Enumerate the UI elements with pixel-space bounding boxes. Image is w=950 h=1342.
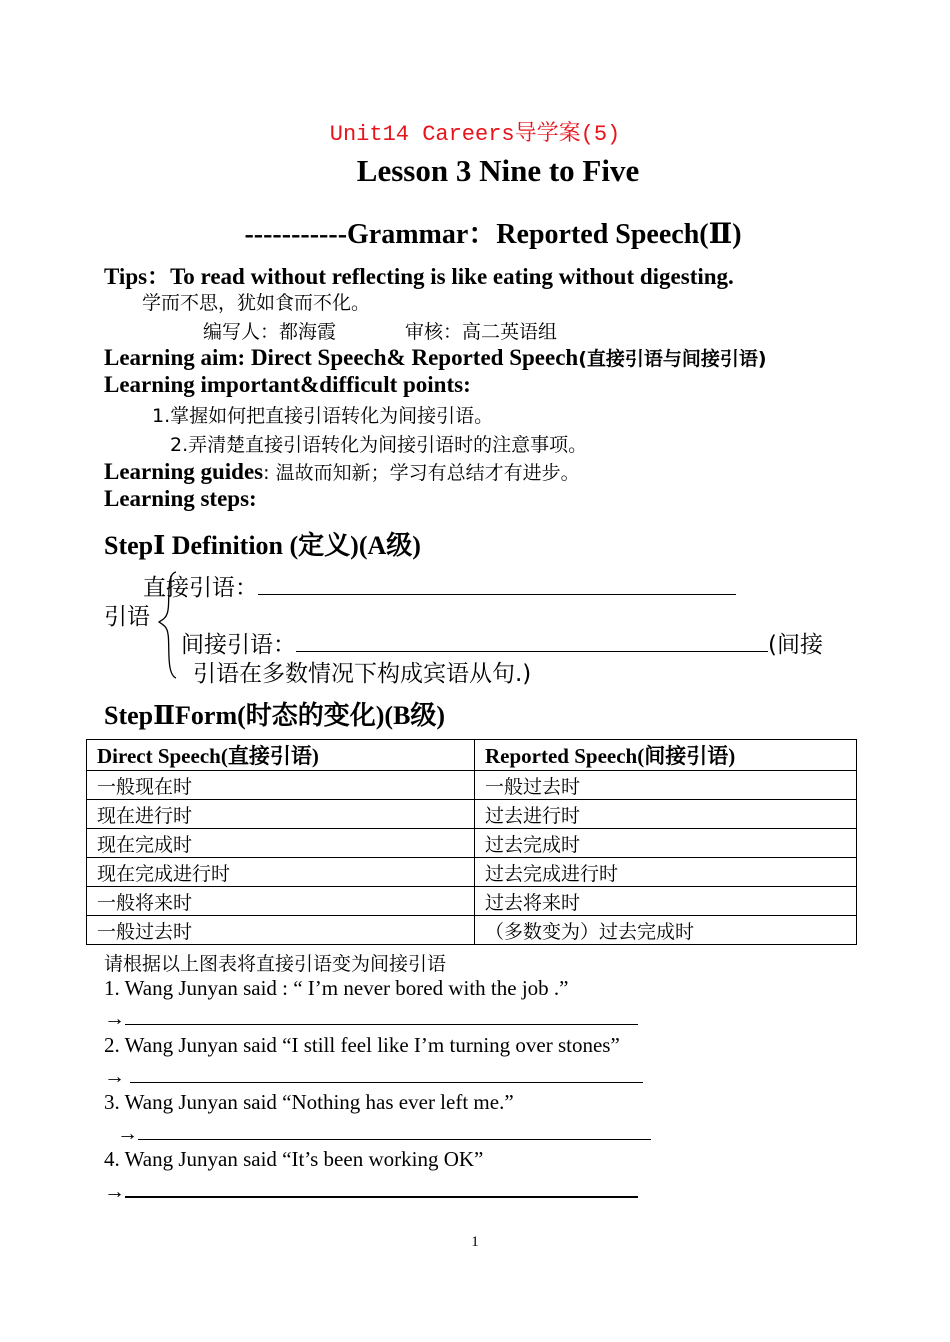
table-row (87, 887, 857, 916)
indirect-speech-label: 间接引语： (181, 632, 296, 658)
answer-4-line (104, 1176, 638, 1204)
table-cell-reported: 过去完成进行时 (475, 858, 857, 887)
table-cell-direct: 一般现在时 (87, 771, 475, 800)
step1-title: StepⅠ Definition (定义)(A级) (104, 531, 421, 560)
speech-group-label: 引语 (104, 604, 150, 630)
learning-guides-text: : 温故而知新；学习有总结才有进步。 (263, 462, 580, 484)
table-cell-reported: 过去将来时 (475, 887, 857, 916)
reviewer: 审核：高二英语组 (405, 321, 558, 343)
table-cell-direct: 现在完成时 (87, 829, 475, 858)
table-cell-direct: 一般将来时 (87, 887, 475, 916)
answer-3-line (117, 1119, 651, 1146)
direct-speech-label: 直接引语： (143, 575, 258, 601)
table-cell-reported: 一般过去时 (475, 771, 857, 800)
arrow-icon: → (104, 1006, 125, 1030)
table-header-row (87, 740, 857, 771)
table-row (87, 829, 857, 858)
direct-speech-line (143, 569, 736, 602)
answer-3-blank[interactable] (138, 1119, 651, 1140)
lesson-title: Lesson 3 Nine to Five (356, 153, 640, 188)
arrow-icon: → (117, 1121, 138, 1145)
tips-chinese: 学而不思，犹如食而不化。 (142, 292, 371, 314)
exercise-instruction: 请根据以上图表将直接引语变为间接引语 (104, 953, 447, 975)
table-row (87, 916, 857, 945)
answer-1-line (104, 1004, 638, 1031)
learning-aim-cn: (直接引语与间接引语) (578, 348, 767, 370)
answer-1-blank[interactable] (125, 1004, 638, 1025)
arrow-icon: → (104, 1179, 125, 1203)
answer-4-blank[interactable] (125, 1176, 638, 1198)
answer-2-blank[interactable] (130, 1062, 643, 1083)
grammar-title: -----------Grammar：Reported Speech(Ⅱ) (244, 219, 742, 250)
table-header-reported: Reported Speech(间接引语) (475, 740, 857, 771)
tips-line (104, 258, 734, 291)
page-number: 1 (471, 1234, 479, 1250)
learning-steps-label: Learning steps: (104, 486, 257, 511)
learning-aim (104, 344, 767, 371)
unit-title: Unit14 Careers导学案(5) (329, 122, 621, 147)
tips-label: Tips： (104, 264, 171, 289)
exercise-2: 2. Wang Junyan said “I still feel like I’m turning over stones” (104, 1033, 620, 1057)
learning-guides (104, 458, 580, 485)
indirect-speech-blank[interactable] (296, 629, 768, 652)
learning-point-2: 2.弄清楚直接引语转化为间接引语时的注意事项。 (170, 434, 588, 456)
indirect-speech-tail: (间接 (768, 632, 823, 658)
exercise-3: 3. Wang Junyan said “Nothing has ever left me.” (104, 1090, 514, 1114)
answer-2-line (104, 1062, 643, 1089)
table-row (87, 858, 857, 887)
exercise-4: 4. Wang Junyan said “It’s been working OK” (104, 1147, 484, 1171)
arrow-icon: → (104, 1064, 125, 1088)
learning-point-1: 1.掌握如何把直接引语转化为间接引语。 (152, 405, 494, 427)
table-row (87, 771, 857, 800)
table-row (87, 800, 857, 829)
table-cell-direct: 一般过去时 (87, 916, 475, 945)
table-cell-reported: 过去进行时 (475, 800, 857, 829)
direct-speech-blank[interactable] (258, 572, 736, 595)
writer: 编写人：都海霞 (203, 321, 337, 343)
learning-guides-label: Learning guides (104, 459, 264, 484)
indirect-speech-note: 引语在多数情况下构成宾语从句.) (193, 661, 532, 687)
learning-points-label: Learning important&difficult points: (104, 372, 471, 397)
table-cell-direct: 现在进行时 (87, 800, 475, 829)
tips-text: To read without reflecting is like eating without digesting. (170, 264, 734, 289)
table-cell-reported: 过去完成时 (475, 829, 857, 858)
exercise-1: 1. Wang Junyan said : “ I’m never bored with the job .” (104, 976, 569, 1000)
table-cell-direct: 现在完成进行时 (87, 858, 475, 887)
step2-title: StepⅡForm(时态的变化)(B级) (104, 701, 446, 730)
table-cell-reported: （多数变为）过去完成时 (475, 916, 857, 945)
table-header-direct: Direct Speech(直接引语) (87, 740, 475, 771)
tense-table (86, 739, 857, 945)
brace-icon (158, 570, 178, 680)
learning-aim-label: Learning aim: Direct Speech& Reported Speech (104, 345, 579, 370)
